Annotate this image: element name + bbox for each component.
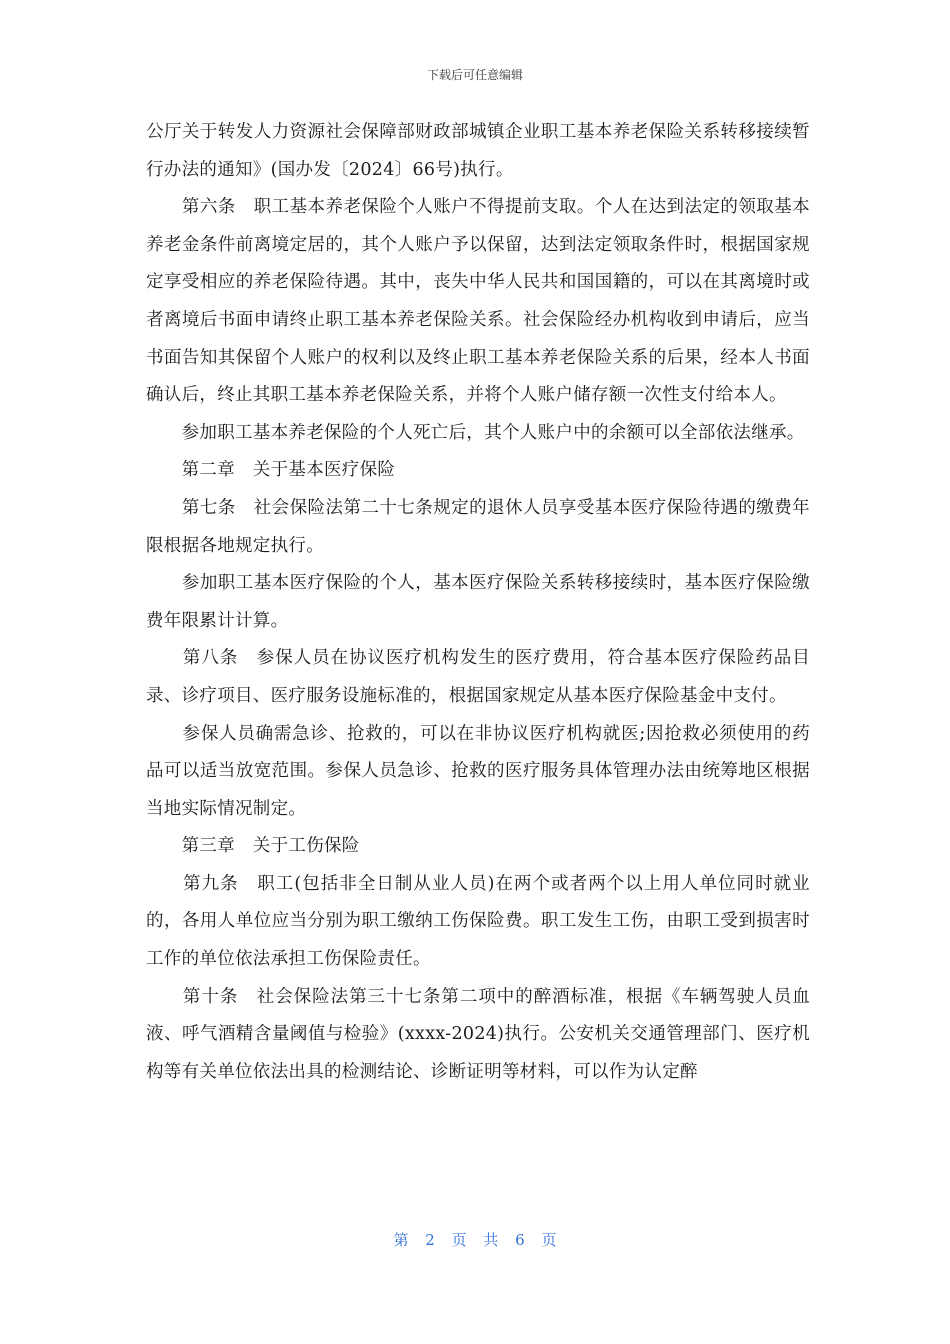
paragraph-article-9: 第九条 职工(包括非全日制从业人员)在两个或者两个以上用人单位同时就业的，各用人单位应当分别为职工缴纳工伤保险费。职工发生工伤，由职工受到损害时工作的单位依法承担工伤保险责任。 (146, 873, 810, 970)
paragraph: 参保人员确需急诊、抢救的，可以在非协议医疗机构就医;因抢救必须使用的药品可以适当放宽范围。参保人员急诊、抢救的医疗服务具体管理办法由统筹地区根据当地实际情况制定。 (146, 723, 810, 819)
page-number: 第 2 页 共 6 页 (393, 1231, 557, 1249)
paragraph: 参加职工基本养老保险的个人死亡后，其个人账户中的余额可以全部依法继承。 (146, 422, 805, 443)
chapter-heading: 第三章 关于工伤保险 (146, 836, 360, 857)
paragraph: 参加职工基本医疗保险的个人，基本医疗保险关系转移接续时，基本医疗保险缴费年限累计计算。 (146, 573, 810, 631)
paragraph-article-7: 第七条 社会保险法第二十七条规定的退休人员享受基本医疗保险待遇的缴费年限根据各地规定执行。 (146, 497, 810, 556)
paragraph-article-6: 第六条 职工基本养老保险个人账户不得提前支取。个人在达到法定的领取基本养老金条件前离境定居的，其个人账户予以保留，达到法定领取条件时，根据国家规定享受相应的养老保险待遇。其中，丧失中华人民共和国国籍的，可以在其离境时或者离境后书面申请终止职工基本养老保险关系。社会保险经办机构收到申请后，应当书面告知其保留个人账户的权利以及终止职工基本养老保险关系的后果，经本人书面确认后，终止其职工基本养老保险关系，并将个人账户储存额一次性支付给本人。 (146, 197, 810, 406)
document-body (146, 114, 810, 1091)
chapter-heading: 第二章 关于基本医疗保险 (146, 460, 396, 481)
paragraph-article-8: 第八条 参保人员在协议医疗机构发生的医疗费用，符合基本医疗保险药品目录、诊疗项目、医疗服务设施标准的，根据国家规定从基本医疗保险基金中支付。 (146, 648, 810, 706)
page-header: 下载后可任意编辑 (426, 68, 523, 82)
paragraph-article-10: 第十条 社会保险法第三十七条第二项中的醉酒标准，根据《车辆驾驶人员血液、呼气酒精含量阈值与检验》(xxxx-2024)执行。公安机关交通管理部门、医疗机构等有关单位依法出具的检测结论、诊断证明等材料，可以作为认定醉 (146, 986, 810, 1082)
paragraph: 公厅关于转发人力资源社会保障部财政部城镇企业职工基本养老保险关系转移接续暂行办法的通知》(国办发〔2024〕66号)执行。 (146, 122, 810, 180)
